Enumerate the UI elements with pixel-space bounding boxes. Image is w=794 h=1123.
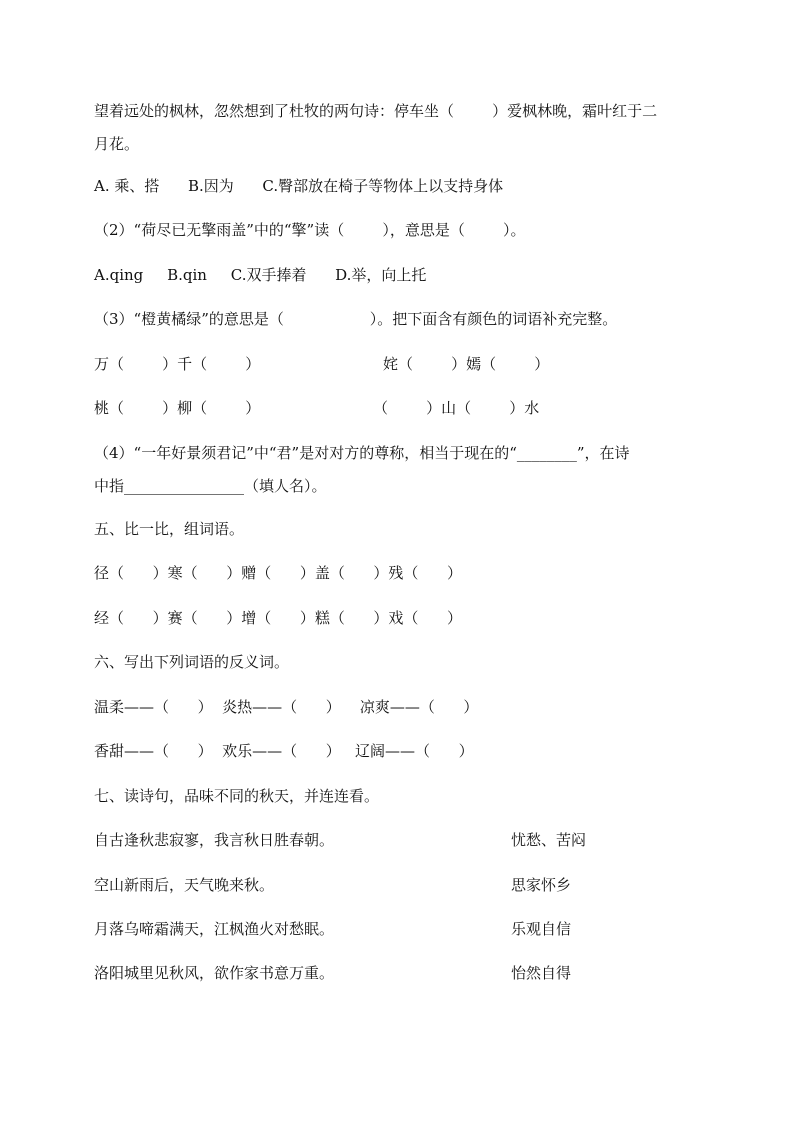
section5-row-2: 经（ ）赛（ ）增（ ）糕（ ）戏（ ）: [94, 609, 463, 627]
intro-line-1: 望着远处的枫林，忽然想到了杜牧的两句诗：停车坐（ ）爱枫林晚，霜叶红于二: [94, 102, 658, 120]
q4-line-1: （4）“一年好景须君记”中“君”是对对方的尊称，相当于现在的“________”，在诗: [94, 444, 630, 462]
section6-row-2: 香甜——（ ） 欢乐——（ ） 辽阔——（ ）: [94, 742, 474, 760]
poem-line: 自古逢秋悲寂寥，我言秋日胜春朝。: [94, 831, 335, 849]
q3-row1-right: 姹（ ）嫣（ ）: [383, 355, 550, 373]
q3-text: （3）“橙黄橘绿”的意思是（ ）。把下面含有颜色的词语补充完整。: [94, 310, 618, 328]
section5-row-1: 径（ ）寒（ ）赠（ ）盖（ ）残（ ）: [94, 564, 463, 582]
q2-text: （2）“荷尽已无擎雨盖”中的“擎”读（ ），意思是（ ）。: [94, 221, 526, 239]
q4-line-2: 中指________________（填人名）。: [94, 477, 327, 495]
q3-row2-right: （ ）山（ ）水: [373, 399, 540, 417]
mood-option: 乐观自信: [511, 920, 572, 938]
mood-option: 思家怀乡: [511, 876, 572, 894]
q3-row2-left: 桃（ ）柳（ ）: [94, 399, 261, 417]
mood-option: 怡然自得: [511, 964, 572, 982]
section7-title: 七、读诗句，品味不同的秋天，并连连看。: [94, 787, 380, 805]
q3-row1-left: 万（ ）千（ ）: [94, 355, 261, 373]
q1-options: A. 乘、搭 B.因为 C.臀部放在椅子等物体上以支持身体: [94, 177, 504, 195]
section5-title: 五、比一比，组词语。: [94, 520, 245, 538]
intro-line-2: 月花。: [94, 135, 140, 153]
poem-line: 月落乌啼霜满天，江枫渔火对愁眠。: [94, 920, 335, 938]
poem-line: 洛阳城里见秋风，欲作家书意万重。: [94, 964, 335, 982]
poem-line: 空山新雨后，天气晚来秋。: [94, 876, 275, 894]
q2-options: A.qing B.qin C.双手捧着 D.举，向上托: [94, 266, 427, 284]
section6-row-1: 温柔——（ ） 炎热——（ ） 凉爽——（ ）: [94, 698, 479, 716]
section6-title: 六、写出下列词语的反义词。: [94, 653, 290, 671]
mood-option: 忧愁、苦闷: [511, 831, 587, 849]
